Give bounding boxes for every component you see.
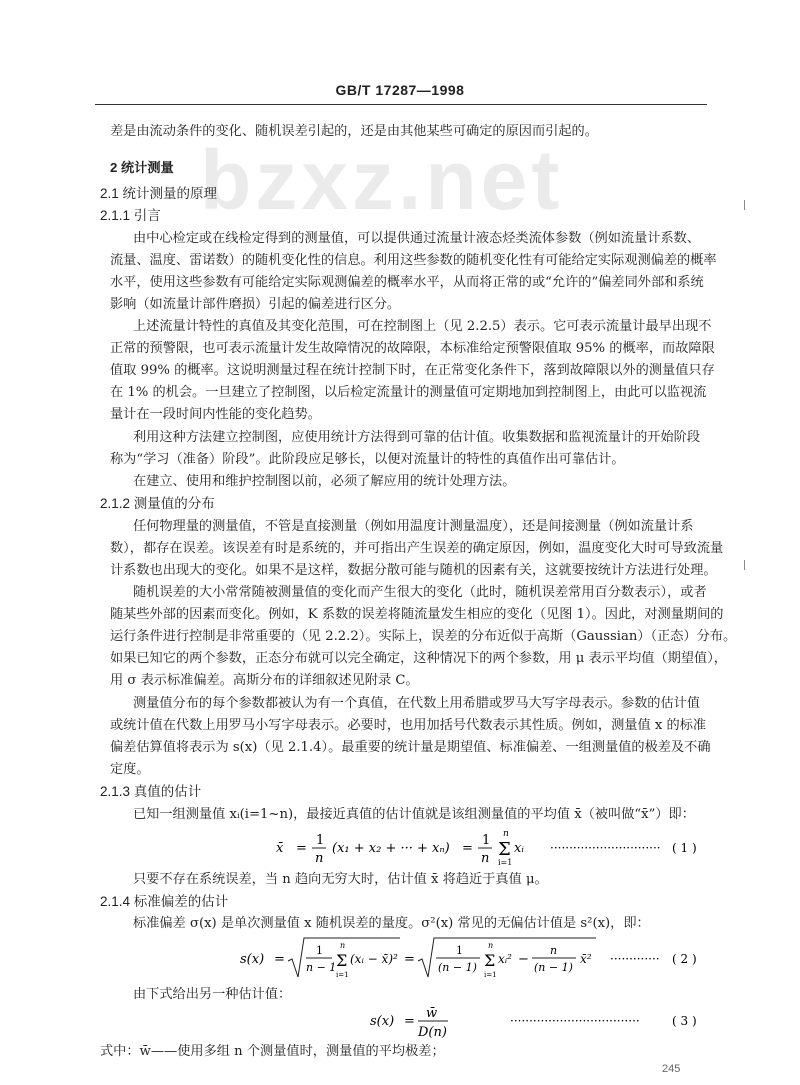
- svg-text:=: =: [462, 841, 473, 856]
- scan-mark: [744, 200, 745, 210]
- body-line: 水平，使用这些参数有可能给定实际观测偏差的概率水平，从而将正常的或“允许的”偏差同外部和系统: [110, 275, 704, 290]
- eq2-a: 1: [316, 944, 323, 957]
- watermark: bzxz.net: [200, 133, 564, 227]
- eq2-sum2-bot: i=1: [484, 971, 497, 979]
- eq2-b: n − 1: [306, 961, 337, 974]
- eq1-sum-bot: i=1: [498, 858, 513, 866]
- svg-text:=: =: [274, 952, 285, 967]
- equation-1: [270, 826, 710, 866]
- equation-3: [370, 1003, 710, 1043]
- body-line: 在建立、使用和维护控制图以前，必须了解应用的统计处理方法。: [133, 474, 516, 489]
- eq2-lhs: s(x): [240, 952, 265, 967]
- equation-2: [240, 935, 710, 983]
- svg-text:−: −: [518, 952, 529, 967]
- svg-text:·····························: ·····························: [550, 841, 661, 855]
- body-line: 定度。: [110, 762, 150, 777]
- eq2-tag: ( 2 ): [672, 952, 697, 966]
- eq2-f: (n − 1): [534, 961, 573, 974]
- eq2-sum-top: n: [340, 941, 346, 950]
- eq2-term2: xᵢ²: [498, 952, 512, 966]
- subsection-heading: 2.1.1 引言: [100, 208, 161, 223]
- svg-text:Σ: Σ: [336, 951, 348, 970]
- eq2-c: 1: [456, 944, 463, 957]
- eq3-lhs: s(x): [370, 1014, 395, 1029]
- eq2-term3: x̄²: [580, 952, 592, 966]
- eq2-term1: (xᵢ − x̄)²: [350, 952, 398, 966]
- eq1-frac-den: n: [315, 851, 324, 866]
- body-line: 数），都存在误差。该误差有时是系统的，并可指出产生误差的确定原因，例如，温度变化大时可导致流量: [110, 541, 724, 556]
- page-number: 245: [662, 1063, 681, 1075]
- eq1-sum-top: n: [503, 829, 509, 839]
- body-line: 在 1% 的机会。一旦建立了控制图，以后检定流量计的测量值可定期地加到控制图上，由此可以监视流: [110, 385, 707, 400]
- body-line: 随某些外部的因素而变化。例如，K 系数的误差将随流量发生相应的变化（见图 1）。因此，对测量期间的: [110, 607, 724, 622]
- svg-text:=: =: [404, 952, 415, 967]
- eq2-sum-bot: i=1: [336, 971, 349, 979]
- scan-mark: [744, 560, 745, 570]
- eq3-den: D(n): [418, 1025, 447, 1040]
- body-line: 由下式给出另一种估计值：: [133, 987, 292, 1002]
- body-line: 正常的预警限，也可表示流量计发生故障情况的故障限，本标准给定预警限值取 95% 的概率，而故障限: [110, 341, 715, 356]
- svg-text:Σ: Σ: [484, 951, 496, 970]
- subsection-heading: 2.1 统计测量的原理: [100, 186, 218, 201]
- body-line: 上述流量计特性的真值及其变化范围，可在控制图上（见 2.2.5）表示。它可表示流量计最早出现不: [133, 319, 712, 334]
- body-line: 由中心检定或在线检定得到的测量值，可以提供通过流量计液态烃类流体参数（例如流量计系数、: [133, 231, 701, 246]
- body-line: 用 σ 表示标准偏差。高斯分布的详细叙述见附录 C。: [110, 673, 419, 688]
- svg-text:=: =: [296, 841, 307, 856]
- body-line: 利用这种方法建立控制图，应使用统计方法得到可靠的估计值。收集数据和监视流量计的开始阶段: [133, 430, 701, 445]
- body-line: 差是由流动条件的变化、随机误差引起的，还是由其他某些可确定的原因而引起的。: [110, 124, 598, 139]
- running-header: GB/T 17287—1998: [335, 82, 465, 98]
- eq2-d: (n − 1): [438, 961, 477, 974]
- body-line: 式中：w̄——使用多组 n 个测量值时，测量值的平均极差；: [100, 1044, 445, 1059]
- body-line: 测量值分布的每个参数都被认为有一个真值，在代数上用希腊或罗马大写字母表示。参数的估计值: [133, 696, 701, 711]
- header-rule: [95, 104, 707, 105]
- eq2-sum2-top: n: [488, 941, 494, 950]
- eq3-tag: ( 3 ): [672, 1014, 697, 1028]
- svg-text:······························: ··································: [510, 1014, 640, 1028]
- eq1-frac2-num: 1: [482, 833, 491, 848]
- eq1-frac2-den: n: [481, 851, 490, 866]
- body-line: 只要不存在系统误差，当 n 趋向无穷大时，估计值 x̄ 将趋近于真值 μ。: [133, 872, 548, 887]
- eq3-num: w̄: [426, 1006, 438, 1021]
- body-line: 称为“学习（准备）阶段”。此阶段应足够长，以便对流量计的特性的真值作出可靠估计。: [110, 452, 625, 467]
- body-line: 计系数也出现大的变化。如果不是这样，数据分散可能与随机的因素有关，这就要按统计方法进行处理。: [110, 563, 717, 578]
- svg-text:Σ: Σ: [498, 839, 511, 860]
- body-line: 已知一组测量值 xᵢ(i=1~n)，最接近真值的估计值就是该组测量值的平均值 x̄（被叫做“x̄”）即：: [133, 807, 695, 822]
- body-line: 流量、温度、雷诺数）的随机变化性的信息。利用这些参数的随机变化性有可能给定实际观测偏差的概率: [110, 253, 717, 268]
- body-line: 如果已知它的两个参数，正态分布就可以完全确定，这种情况下的两个参数，用 μ 表示平均值（期望值），: [110, 651, 727, 666]
- eq2-e: n: [550, 944, 558, 957]
- body-line: 量计在一段时间内性能的变化趋势。: [110, 407, 321, 422]
- subsection-heading: 2.1.4 标准偏差的估计: [100, 894, 229, 909]
- body-line: 任何物理量的测量值，不管是直接测量（例如用温度计测量温度），还是间接测量（例如流量计系: [133, 519, 694, 534]
- body-line: 随机误差的大小常常随被测量值的变化而产生很大的变化（此时，随机误差常用百分数表示），或者: [133, 585, 707, 600]
- body-line: 标准偏差 σ(x) 是单次测量值 x 随机误差的量度。σ²(x) 常见的无偏估计值是 s²(x)，即：: [133, 916, 650, 931]
- eq1-expr: (x₁ + x₂ + ··· + xₙ): [332, 841, 450, 856]
- subsection-heading: 2.1.2 测量值的分布: [100, 496, 215, 511]
- eq1-lhs: x̄: [276, 841, 284, 856]
- eq1-tag: ( 1 ): [672, 841, 697, 855]
- body-line: 运行条件进行控制是非常重要的（见 2.2.2）。实际上，误差的分布近似于高斯（Gaussian）（正态）分布。: [110, 629, 737, 644]
- body-line: 偏差估算值将表示为 s(x)（见 2.1.4）。最重要的统计量是期望值、标准偏差、一组测量值的极差及不确: [110, 740, 711, 755]
- body-line: 或统计值在代数上用罗马小写字母表示。必要时，也用加括号代数表示其性质。例如，测量值 x 的标准: [110, 718, 707, 733]
- section-heading: 2 统计测量: [110, 160, 174, 175]
- eq1-frac-num: 1: [316, 833, 325, 848]
- svg-text:=: =: [404, 1014, 415, 1029]
- body-line: 值取 99% 的概率。这说明测量过程在统计控制下时，在正常变化条件下，落到故障限以外的测量值只存: [110, 363, 715, 378]
- svg-text:·············: ·············: [610, 952, 660, 966]
- body-line: 影响（如流量计部件磨损）引起的偏差进行区分。: [110, 297, 401, 312]
- eq1-term: xᵢ: [514, 841, 524, 856]
- subsection-heading: 2.1.3 真值的估计: [100, 784, 202, 799]
